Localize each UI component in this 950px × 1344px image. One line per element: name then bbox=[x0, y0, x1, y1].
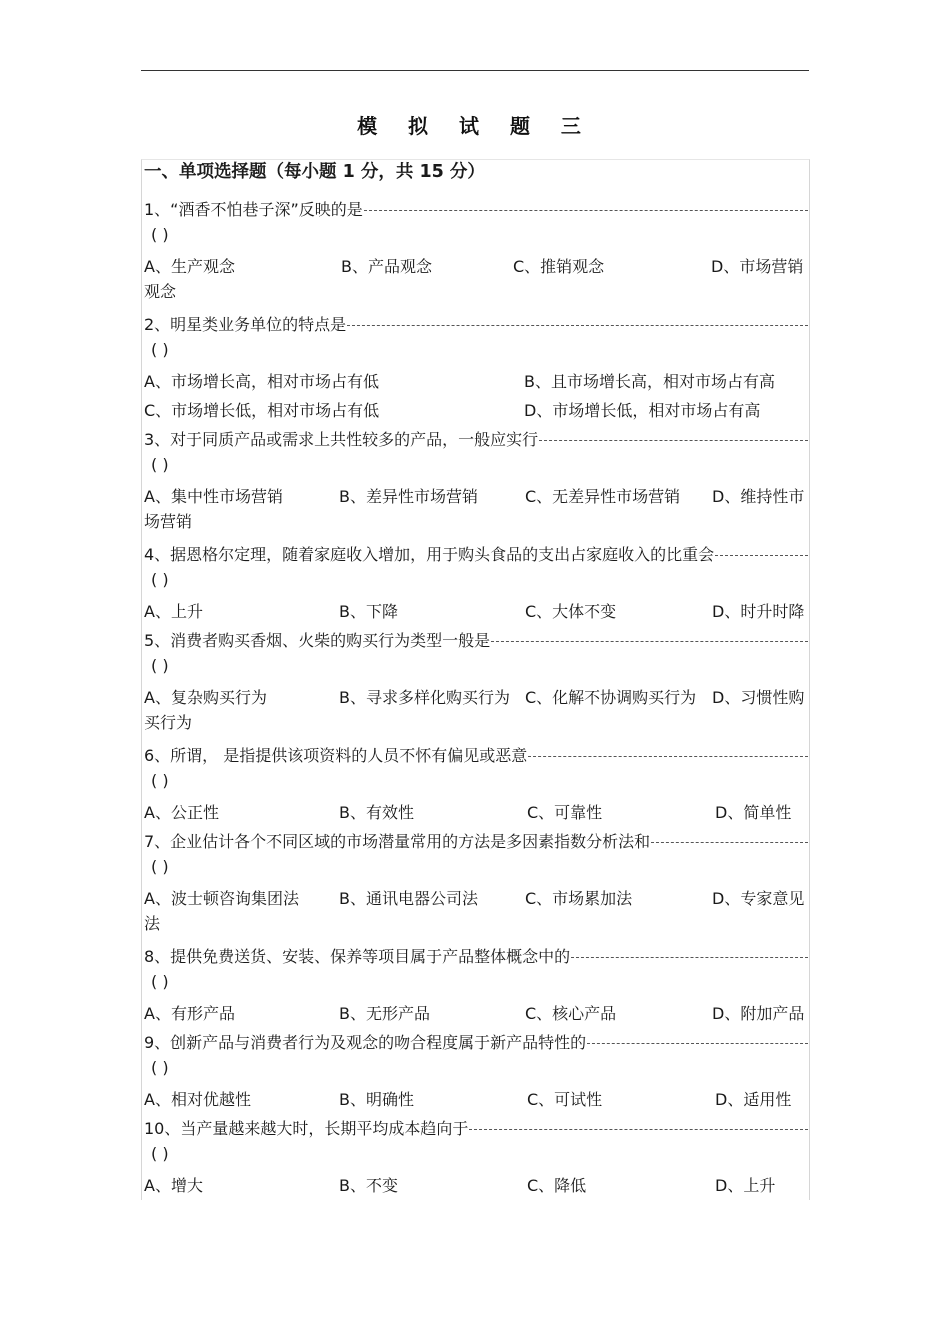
option-a: A、上升 bbox=[144, 602, 203, 621]
option-a: A、集中性市场营销 bbox=[144, 487, 283, 506]
option-b: B、无形产品 bbox=[339, 1004, 430, 1023]
answer-blank: ( ) bbox=[151, 570, 169, 589]
option-a: A、公正性 bbox=[144, 803, 219, 822]
option-b: B、差异性市场营销 bbox=[339, 487, 478, 506]
option-continuation: 观念 bbox=[144, 282, 177, 301]
answer-blank: ( ) bbox=[151, 1058, 169, 1077]
option-d: D、习惯性购 bbox=[712, 688, 805, 707]
option-continuation: 场营销 bbox=[144, 512, 193, 531]
option-a: A、生产观念 bbox=[144, 257, 235, 276]
answer-blank: ( ) bbox=[151, 225, 169, 244]
option-d: D、维持性市 bbox=[712, 487, 805, 506]
answer-blank: ( ) bbox=[151, 455, 169, 474]
option-a: A、复杂购买行为 bbox=[144, 688, 267, 707]
option-d: D、市场增长低，相对市场占有高 bbox=[524, 401, 761, 420]
option-c: C、化解不协调购买行为 bbox=[525, 688, 697, 707]
answer-blank: ( ) bbox=[151, 1144, 169, 1163]
option-a: A、波士顿咨询集团法 bbox=[144, 889, 299, 908]
option-d: D、简单性 bbox=[715, 803, 792, 822]
option-b: B、明确性 bbox=[339, 1090, 414, 1109]
question-stem: 5、消费者购买香烟、火柴的购买行为类型一般是 bbox=[144, 630, 808, 652]
option-b: B、寻求多样化购买行为 bbox=[339, 688, 510, 707]
question-stem: 9、创新产品与消费者行为及观念的吻合程度属于新产品特性的 bbox=[144, 1032, 808, 1054]
option-a: A、市场增长高，相对市场占有低 bbox=[144, 372, 379, 391]
option-c: C、核心产品 bbox=[525, 1004, 617, 1023]
option-a: A、增大 bbox=[144, 1176, 203, 1195]
option-d: D、市场营销 bbox=[711, 257, 804, 276]
option-c: C、市场增长低，相对市场占有低 bbox=[144, 401, 380, 420]
top-rule bbox=[141, 70, 809, 71]
option-c: C、降低 bbox=[527, 1176, 587, 1195]
answer-blank: ( ) bbox=[151, 972, 169, 991]
option-c: C、可靠性 bbox=[527, 803, 603, 822]
option-c: C、市场累加法 bbox=[525, 889, 633, 908]
option-b: B、有效性 bbox=[339, 803, 414, 822]
option-a: A、相对优越性 bbox=[144, 1090, 251, 1109]
question-stem: 8、提供免费送货、安装、保养等项目属于产品整体概念中的 bbox=[144, 946, 808, 968]
question-stem: 1、“酒香不怕巷子深”反映的是 bbox=[144, 199, 808, 221]
option-b: B、通讯电器公司法 bbox=[339, 889, 478, 908]
option-d: D、附加产品 bbox=[712, 1004, 805, 1023]
option-c: C、无差异性市场营销 bbox=[525, 487, 681, 506]
option-d: D、上升 bbox=[715, 1176, 776, 1195]
section-heading: 一、单项选择题（每小题 1 分，共 15 分） bbox=[144, 162, 485, 182]
question-stem: 10、当产量越来越大时，长期平均成本趋向于 bbox=[144, 1118, 808, 1140]
question-stem: 7、企业估计各个不同区域的市场潜量常用的方法是多因素指数分析法和 bbox=[144, 831, 808, 853]
question-stem: 4、据恩格尔定理，随着家庭收入增加，用于购头食品的支出占家庭收入的比重会 bbox=[144, 544, 808, 566]
option-c: C、可试性 bbox=[527, 1090, 603, 1109]
option-d: D、时升时降 bbox=[712, 602, 805, 621]
option-a: A、有形产品 bbox=[144, 1004, 235, 1023]
answer-blank: ( ) bbox=[151, 340, 169, 359]
option-b: B、且市场增长高，相对市场占有高 bbox=[524, 372, 775, 391]
option-continuation: 法 bbox=[144, 914, 161, 933]
option-d: D、专家意见 bbox=[712, 889, 805, 908]
option-b: B、产品观念 bbox=[341, 257, 432, 276]
question-stem: 2、明星类业务单位的特点是 bbox=[144, 314, 808, 336]
page-title: 模 拟 试 题 三 bbox=[357, 114, 593, 138]
option-c: C、大体不变 bbox=[525, 602, 617, 621]
option-continuation: 买行为 bbox=[144, 713, 193, 732]
option-c: C、推销观念 bbox=[513, 257, 605, 276]
answer-blank: ( ) bbox=[151, 857, 169, 876]
option-b: B、下降 bbox=[339, 602, 398, 621]
question-stem: 3、对于同质产品或需求上共性较多的产品，一般应实行 bbox=[144, 429, 808, 451]
option-b: B、不变 bbox=[339, 1176, 398, 1195]
question-stem: 6、所谓， 是指提供该项资料的人员不怀有偏见或恶意 bbox=[144, 745, 808, 767]
option-d: D、适用性 bbox=[715, 1090, 792, 1109]
answer-blank: ( ) bbox=[151, 771, 169, 790]
answer-blank: ( ) bbox=[151, 656, 169, 675]
